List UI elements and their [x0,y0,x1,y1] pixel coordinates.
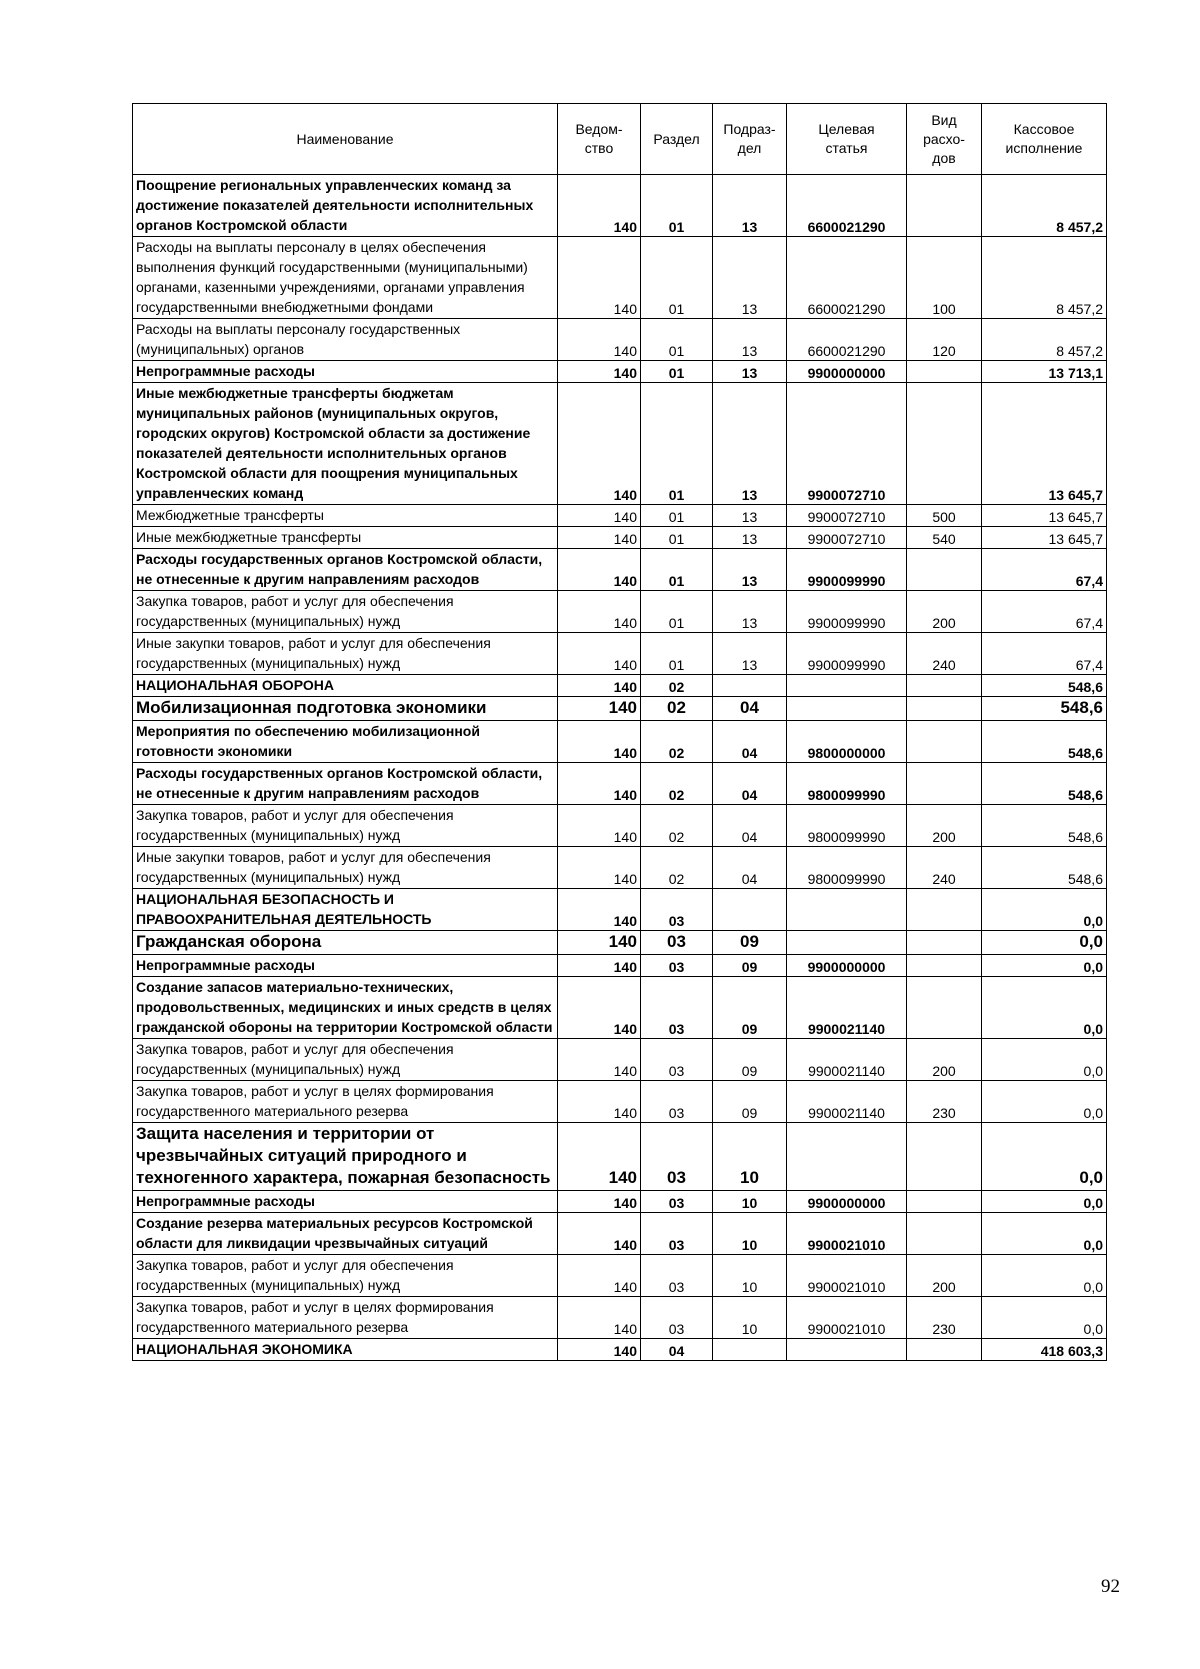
row-subsection-cell: 13 [713,237,787,319]
row-dept-cell: 140 [558,1339,641,1361]
header-amount: Кассовое исполнение [982,104,1107,175]
row-kind-cell [907,1191,982,1213]
header-subsection: Подраз- дел [713,104,787,175]
table-row [133,697,1107,721]
budget-table-sheet [132,103,1107,1361]
row-name-cell: Расходы на выплаты персоналу в целях обеспечения выполнения функций государственными (муниципальными) органами, казенными учреждениями, органами управления государственными внебюджетными фондами [133,237,558,319]
header-article: Целевая статья [787,104,907,175]
row-dept-cell: 140 [558,1297,641,1339]
table-row [133,1339,1107,1361]
row-subsection-cell: 04 [713,721,787,763]
row-amount-cell: 8 457,2 [982,319,1107,361]
table-row [133,527,1107,549]
row-dept-cell: 140 [558,805,641,847]
row-section-cell: 01 [641,361,713,383]
row-section-cell: 01 [641,527,713,549]
table-row [133,931,1107,955]
row-subsection-cell: 13 [713,383,787,505]
row-section-cell: 03 [641,1297,713,1339]
row-kind-cell [907,675,982,697]
page-number: 92 [1101,1576,1120,1597]
row-article-cell: 9900021140 [787,1081,907,1123]
row-article-cell: 9900021010 [787,1255,907,1297]
row-section-cell: 03 [641,1213,713,1255]
row-name-cell: Расходы на выплаты персоналу государственных (муниципальных) органов [133,319,558,361]
row-dept-cell: 140 [558,1081,641,1123]
row-amount-cell: 548,6 [982,675,1107,697]
row-name-cell: Защита населения и территории от чрезвычайных ситуаций природного и техногенного характера, пожарная безопасность [133,1123,558,1191]
row-section-cell: 02 [641,721,713,763]
row-kind-cell: 200 [907,1039,982,1081]
row-article-cell: 9900021140 [787,977,907,1039]
header-name: Наименование [133,104,558,175]
row-amount-cell: 0,0 [982,1191,1107,1213]
row-dept-cell: 140 [558,931,641,955]
table-row [133,549,1107,591]
row-subsection-cell [713,889,787,931]
table-row [133,1297,1107,1339]
row-amount-cell: 13 645,7 [982,383,1107,505]
row-section-cell: 01 [641,383,713,505]
row-section-cell: 03 [641,955,713,977]
row-amount-cell: 0,0 [982,1255,1107,1297]
budget-table [132,103,1107,1361]
row-kind-cell: 200 [907,1255,982,1297]
table-row [133,805,1107,847]
row-name-cell: Закупка товаров, работ и услуг в целях формирования государственного материального резерва [133,1297,558,1339]
row-section-cell: 03 [641,931,713,955]
row-kind-cell [907,175,982,237]
row-name-cell: Закупка товаров, работ и услуг для обеспечения государственных (муниципальных) нужд [133,591,558,633]
row-subsection-cell: 09 [713,931,787,955]
row-dept-cell: 140 [558,763,641,805]
table-row [133,1123,1107,1191]
row-dept-cell: 140 [558,847,641,889]
row-dept-cell: 140 [558,383,641,505]
row-kind-cell: 540 [907,527,982,549]
row-amount-cell: 0,0 [982,955,1107,977]
row-kind-cell: 200 [907,805,982,847]
row-amount-cell: 13 645,7 [982,527,1107,549]
table-header [133,104,1107,175]
row-article-cell [787,697,907,721]
row-article-cell: 9900000000 [787,1191,907,1213]
row-section-cell: 02 [641,847,713,889]
row-name-cell: Создание резерва материальных ресурсов Костромской области для ликвидации чрезвычайных ситуаций [133,1213,558,1255]
row-subsection-cell: 13 [713,175,787,237]
row-section-cell: 02 [641,805,713,847]
row-section-cell: 02 [641,763,713,805]
row-subsection-cell: 10 [713,1213,787,1255]
row-name-cell: Непрограммные расходы [133,1191,558,1213]
row-section-cell: 01 [641,237,713,319]
row-amount-cell: 548,6 [982,721,1107,763]
table-row [133,763,1107,805]
row-dept-cell: 140 [558,675,641,697]
row-name-cell: Гражданская оборона [133,931,558,955]
row-article-cell [787,889,907,931]
row-amount-cell: 0,0 [982,977,1107,1039]
table-row [133,633,1107,675]
row-dept-cell: 140 [558,319,641,361]
row-article-cell: 9900099990 [787,549,907,591]
row-section-cell: 03 [641,1039,713,1081]
row-amount-cell: 0,0 [982,931,1107,955]
row-article-cell: 9900000000 [787,361,907,383]
table-row [133,847,1107,889]
table-row [133,1081,1107,1123]
row-subsection-cell: 04 [713,847,787,889]
row-subsection-cell: 13 [713,527,787,549]
row-section-cell: 01 [641,549,713,591]
row-article-cell: 6600021290 [787,175,907,237]
row-name-cell: Межбюджетные трансферты [133,505,558,527]
row-name-cell: НАЦИОНАЛЬНАЯ БЕЗОПАСНОСТЬ И ПРАВООХРАНИТЕЛЬНАЯ ДЕЯТЕЛЬНОСТЬ [133,889,558,931]
row-section-cell: 03 [641,1081,713,1123]
table-row [133,505,1107,527]
row-article-cell: 9800099990 [787,763,907,805]
row-subsection-cell: 13 [713,633,787,675]
row-section-cell: 02 [641,697,713,721]
row-kind-cell [907,383,982,505]
row-kind-cell: 120 [907,319,982,361]
row-subsection-cell: 09 [713,1081,787,1123]
row-kind-cell: 500 [907,505,982,527]
row-name-cell: Мероприятия по обеспечению мобилизационной готовности экономики [133,721,558,763]
row-article-cell: 9800000000 [787,721,907,763]
row-dept-cell: 140 [558,889,641,931]
row-name-cell: Поощрение региональных управленческих команд за достижение показателей деятельности исполнительных органов Костромской области [133,175,558,237]
table-row [133,591,1107,633]
row-article-cell: 6600021290 [787,319,907,361]
row-amount-cell: 0,0 [982,889,1107,931]
row-article-cell: 9900021140 [787,1039,907,1081]
row-section-cell: 01 [641,319,713,361]
row-subsection-cell: 13 [713,549,787,591]
table-row [133,889,1107,931]
table-row [133,361,1107,383]
row-article-cell: 9800099990 [787,847,907,889]
row-dept-cell: 140 [558,633,641,675]
row-section-cell: 01 [641,175,713,237]
row-name-cell: Непрограммные расходы [133,361,558,383]
row-dept-cell: 140 [558,505,641,527]
row-subsection-cell [713,675,787,697]
row-section-cell: 03 [641,1255,713,1297]
row-article-cell: 9900021010 [787,1297,907,1339]
row-kind-cell: 230 [907,1297,982,1339]
table-row [133,977,1107,1039]
row-amount-cell: 13 645,7 [982,505,1107,527]
row-subsection-cell: 10 [713,1191,787,1213]
row-article-cell: 9800099990 [787,805,907,847]
table-row [133,237,1107,319]
row-subsection-cell: 13 [713,505,787,527]
row-amount-cell: 8 457,2 [982,237,1107,319]
row-amount-cell: 548,6 [982,763,1107,805]
row-subsection-cell: 04 [713,697,787,721]
row-kind-cell [907,955,982,977]
row-subsection-cell: 13 [713,591,787,633]
table-row [133,319,1107,361]
row-dept-cell: 140 [558,361,641,383]
table-row [133,175,1107,237]
row-kind-cell [907,697,982,721]
row-subsection-cell: 13 [713,319,787,361]
row-amount-cell: 548,6 [982,847,1107,889]
row-dept-cell: 140 [558,1255,641,1297]
row-kind-cell: 200 [907,591,982,633]
table-row [133,721,1107,763]
row-subsection-cell: 10 [713,1297,787,1339]
row-article-cell [787,931,907,955]
row-section-cell: 01 [641,505,713,527]
row-amount-cell: 0,0 [982,1081,1107,1123]
row-section-cell: 03 [641,1123,713,1191]
row-amount-cell: 8 457,2 [982,175,1107,237]
row-article-cell: 9900072710 [787,527,907,549]
row-article-cell: 9900072710 [787,383,907,505]
row-subsection-cell: 10 [713,1255,787,1297]
row-kind-cell [907,549,982,591]
row-subsection-cell: 13 [713,361,787,383]
row-name-cell: Закупка товаров, работ и услуг в целях формирования государственного материального резерва [133,1081,558,1123]
row-subsection-cell: 09 [713,1039,787,1081]
row-name-cell: Создание запасов материально-технических, продовольственных, медицинских и иных средств в целях гражданской обороны на территории Костромской области [133,977,558,1039]
row-name-cell: Иные межбюджетные трансферты [133,527,558,549]
row-kind-cell [907,1339,982,1361]
row-kind-cell [907,931,982,955]
row-section-cell: 03 [641,889,713,931]
row-subsection-cell: 09 [713,977,787,1039]
row-amount-cell: 67,4 [982,591,1107,633]
header-section: Раздел [641,104,713,175]
row-kind-cell [907,1123,982,1191]
row-name-cell: Закупка товаров, работ и услуг для обеспечения государственных (муниципальных) нужд [133,1255,558,1297]
row-dept-cell: 140 [558,1039,641,1081]
row-name-cell: Закупка товаров, работ и услуг для обеспечения государственных (муниципальных) нужд [133,1039,558,1081]
header-kind: Вид расхо- дов [907,104,982,175]
row-amount-cell: 0,0 [982,1123,1107,1191]
row-kind-cell [907,889,982,931]
row-kind-cell: 240 [907,847,982,889]
table-row [133,955,1107,977]
table-row [133,675,1107,697]
row-amount-cell: 13 713,1 [982,361,1107,383]
header-dept: Ведом- ство [558,104,641,175]
row-amount-cell: 67,4 [982,633,1107,675]
row-amount-cell: 548,6 [982,697,1107,721]
row-article-cell: 9900000000 [787,955,907,977]
row-article-cell [787,675,907,697]
row-name-cell: Иные закупки товаров, работ и услуг для обеспечения государственных (муниципальных) нужд [133,847,558,889]
row-kind-cell [907,763,982,805]
header-row [133,104,1107,175]
row-dept-cell: 140 [558,955,641,977]
row-section-cell: 01 [641,633,713,675]
table-row [133,1191,1107,1213]
row-name-cell: Мобилизационная подготовка экономики [133,697,558,721]
row-amount-cell: 0,0 [982,1213,1107,1255]
row-article-cell: 6600021290 [787,237,907,319]
row-dept-cell: 140 [558,1213,641,1255]
row-section-cell: 03 [641,1191,713,1213]
row-article-cell: 9900099990 [787,633,907,675]
table-row [133,1039,1107,1081]
row-kind-cell: 100 [907,237,982,319]
row-dept-cell: 140 [558,549,641,591]
row-name-cell: Непрограммные расходы [133,955,558,977]
row-name-cell: Расходы государственных органов Костромской области, не отнесенные к другим направлениям расходов [133,763,558,805]
row-section-cell: 03 [641,977,713,1039]
row-dept-cell: 140 [558,1191,641,1213]
table-row [133,1255,1107,1297]
row-amount-cell: 418 603,3 [982,1339,1107,1361]
row-name-cell: Иные межбюджетные трансферты бюджетам муниципальных районов (муниципальных округов, городских округов) Костромской области за достижение показателей деятельности исполнительных органов Костромской области для поощрения муниципальных управленческих команд [133,383,558,505]
table-body [133,175,1107,1361]
row-amount-cell: 67,4 [982,549,1107,591]
row-section-cell: 04 [641,1339,713,1361]
row-name-cell: НАЦИОНАЛЬНАЯ ЭКОНОМИКА [133,1339,558,1361]
row-kind-cell [907,977,982,1039]
row-name-cell: Иные закупки товаров, работ и услуг для обеспечения государственных (муниципальных) нужд [133,633,558,675]
row-subsection-cell: 04 [713,763,787,805]
row-name-cell: Расходы государственных органов Костромской области, не отнесенные к другим направлениям расходов [133,549,558,591]
row-name-cell: НАЦИОНАЛЬНАЯ ОБОРОНА [133,675,558,697]
row-dept-cell: 140 [558,591,641,633]
row-subsection-cell [713,1339,787,1361]
row-article-cell: 9900072710 [787,505,907,527]
row-kind-cell: 230 [907,1081,982,1123]
row-kind-cell: 240 [907,633,982,675]
row-dept-cell: 140 [558,697,641,721]
row-dept-cell: 140 [558,721,641,763]
row-kind-cell [907,1213,982,1255]
row-dept-cell: 140 [558,237,641,319]
row-amount-cell: 548,6 [982,805,1107,847]
row-article-cell [787,1123,907,1191]
row-name-cell: Закупка товаров, работ и услуг для обеспечения государственных (муниципальных) нужд [133,805,558,847]
row-amount-cell: 0,0 [982,1039,1107,1081]
row-dept-cell: 140 [558,527,641,549]
row-subsection-cell: 10 [713,1123,787,1191]
row-section-cell: 02 [641,675,713,697]
row-subsection-cell: 09 [713,955,787,977]
row-section-cell: 01 [641,591,713,633]
row-dept-cell: 140 [558,1123,641,1191]
row-subsection-cell: 04 [713,805,787,847]
row-kind-cell [907,361,982,383]
row-dept-cell: 140 [558,977,641,1039]
table-row [133,1213,1107,1255]
row-article-cell: 9900021010 [787,1213,907,1255]
table-row [133,383,1107,505]
row-kind-cell [907,721,982,763]
row-article-cell: 9900099990 [787,591,907,633]
row-dept-cell: 140 [558,175,641,237]
row-amount-cell: 0,0 [982,1297,1107,1339]
row-article-cell [787,1339,907,1361]
